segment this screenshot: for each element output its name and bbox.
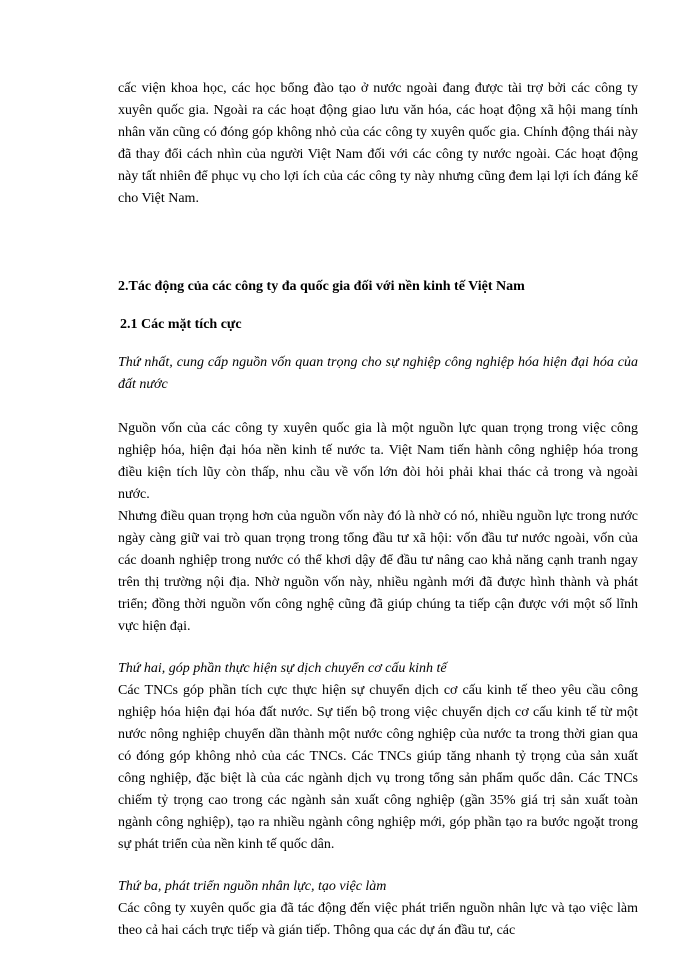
document-page xyxy=(118,78,638,942)
point-one-heading: Thứ nhất, cung cấp nguồn vốn quan trọng cho sự nghiệp công nghiệp hóa hiện đại hóa của đất nước xyxy=(118,355,638,392)
paragraph-structure: Các TNCs góp phần tích cực thực hiện sự chuyển dịch cơ cấu kinh tế theo yêu cầu công nghiệp hóa hiện đại hóa đất nước. Sự tiến bộ trong việc chuyển dịch cơ cấu kinh tế từ một nước nông nghiệp chuyển dần thành một nước công nghiệp của nước ta trong thời gian qua có đóng góp không nhỏ của các TNCs. Các TNCs giúp tăng nhanh tỷ trọng của sản xuất công nghiệp, đặc biệt là của các ngành dịch vụ trong tổng sản phẩm quốc dân. Các TNCs chiếm tỷ trọng cao trong các ngành sản xuất công nghiệp (gần 35% giá trị sản xuất toàn ngành công nghiệp), tạo ra nhiều ngành công nghiệp mới, góp phần tạo ra bước ngoặt trong sự phát triển của nền kinh tế quốc dân. xyxy=(118,683,638,852)
paragraph-capital-2: Nhưng điều quan trọng hơn của nguồn vốn này đó là nhờ có nó, nhiều nguồn lực trong nước ngày càng giữ vai trò quan trọng trong tổng đầu tư xã hội: vốn đầu tư nước ngoài, vốn của các doanh nghiệp trong nước có thể khơi dậy để đầu tư nâng cao khả năng cạnh tranh ngay trên thị trường nội địa. Nhờ nguồn vốn này, nhiều ngành mới đã được hình thành và phát triển; đồng thời nguồn vốn công nghệ cũng đã giúp chúng ta tiếp cận được với một số lĩnh vực hiện đại. xyxy=(118,509,638,634)
subsection-heading: 2.1 Các mặt tích cực xyxy=(120,317,242,332)
paragraph-capital: Nguồn vốn của các công ty xuyên quốc gia là một nguồn lực quan trọng trong việc công nghiệp hóa, hiện đại hóa nền kinh tế nước ta. Việt Nam tiến hành công nghiệp hóa trong điều kiện tích lũy còn thấp, nhu cầu về vốn lớn đòi hỏi phải khai thác cả trong và ngoài nước. xyxy=(118,421,638,502)
point-three-heading: Thứ ba, phát triển nguồn nhân lực, tạo việc làm xyxy=(118,879,387,894)
section-heading: 2.Tác động của các công ty đa quốc gia đối với nền kinh tế Việt Nam xyxy=(118,279,525,294)
paragraph-intro: cấc viện khoa học, các học bổng đào tạo ở nước ngoài đang được tài trợ bởi các công ty xuyên quốc gia. Ngoài ra các hoạt động giao lưu văn hóa, các hoạt động xã hội mang tính nhân văn cũng có đóng góp không nhỏ của các công ty xuyên quốc gia. Chính động thái này đã thay đổi cách nhìn của người Việt Nam đối với các công ty nước ngoài. Các hoạt động này tất nhiên để phục vụ cho lợi ích của các công ty này nhưng cũng đem lại lợi ích đáng kể cho Việt Nam. xyxy=(118,81,638,206)
point-two-heading: Thứ hai, góp phần thực hiện sự dịch chuyển cơ cấu kinh tế xyxy=(118,661,447,676)
paragraph-labor: Các công ty xuyên quốc gia đã tác động đến việc phát triển nguồn nhân lực và tạo việc làm theo cả hai cách trực tiếp và gián tiếp. Thông qua các dự án đầu tư, các xyxy=(118,901,638,938)
